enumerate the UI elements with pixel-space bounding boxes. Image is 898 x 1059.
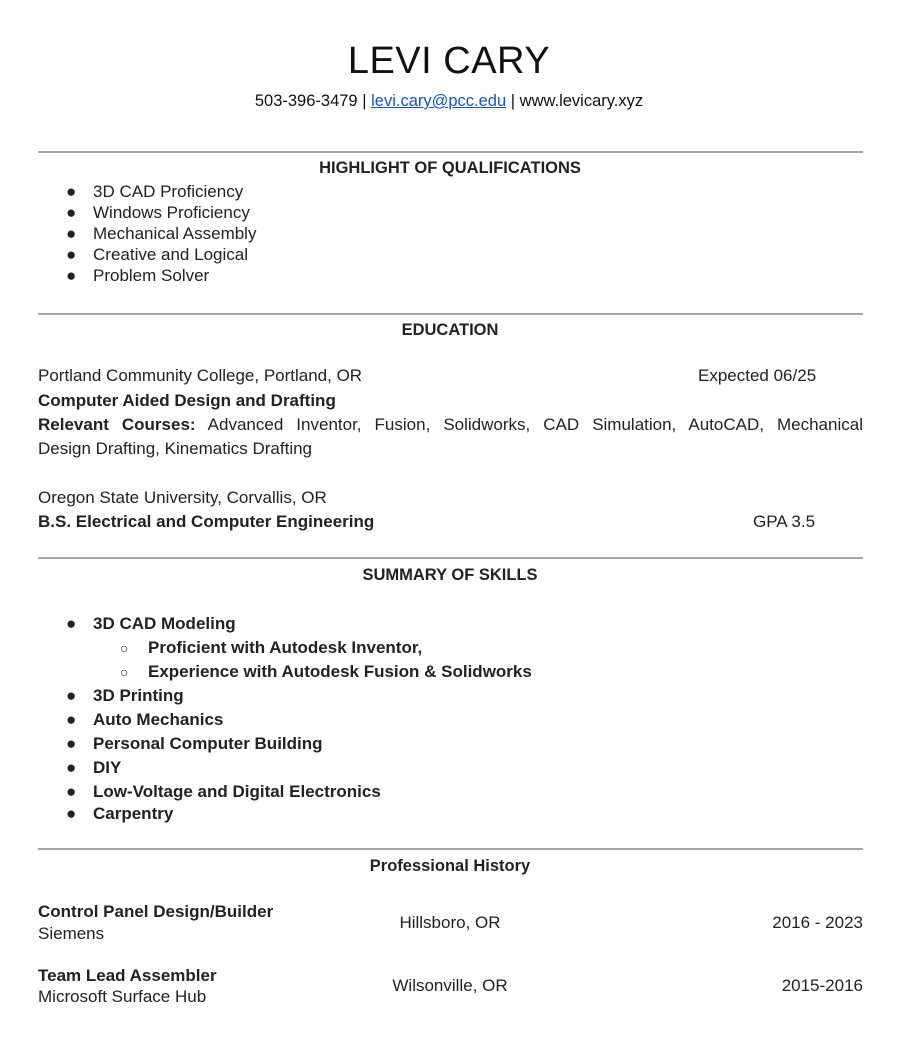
section-divider (38, 151, 863, 153)
phone-number: 503-396-3479 (254, 92, 358, 110)
qualifications-list (38, 181, 256, 286)
skill-item (38, 684, 532, 708)
job-company: Microsoft Surface Hub (38, 987, 207, 1006)
separator: | (362, 92, 367, 110)
section-divider (38, 557, 863, 559)
skill-label: Low-Voltage and Digital Electronics (93, 782, 381, 801)
skill-item (38, 708, 532, 732)
list-item-label: 3D CAD Proficiency (93, 182, 244, 201)
bullet-icon: ● (66, 734, 77, 753)
list-item-label: Windows Proficiency (93, 203, 250, 222)
separator: | (510, 92, 516, 110)
skill-item (38, 612, 532, 636)
school-osu: Oregon State University, Corvallis, OR (38, 488, 327, 507)
skill-subitem (38, 636, 532, 660)
skill-label: Carpentry (93, 804, 174, 823)
bullet-icon: ● (66, 614, 77, 633)
gpa: GPA 3.5 (753, 512, 816, 531)
school-pcc: Portland Community College, Portland, OR (38, 366, 363, 385)
bullet-icon: ● (66, 804, 77, 823)
skills-heading: SUMMARY OF SKILLS (362, 566, 538, 584)
list-item (38, 244, 256, 265)
bullet-icon: ● (66, 758, 77, 777)
skill-label: Personal Computer Building (93, 734, 323, 753)
list-item (38, 181, 256, 202)
skill-sub-label: Experience with Autodesk Fusion & Solidworks (148, 662, 532, 681)
skill-item (38, 780, 532, 804)
job-title: Control Panel Design/Builder (38, 902, 274, 921)
skill-item (38, 804, 532, 824)
job-company: Siemens (38, 924, 105, 943)
skill-subitem (38, 660, 532, 684)
skill-sub-label: Proficient with Autodesk Inventor, (148, 638, 423, 657)
courses-label: Relevant Courses: (38, 415, 196, 434)
website-text: www.levicary.xyz (519, 92, 644, 110)
pcc-program: Computer Aided Design and Drafting (38, 391, 336, 410)
education-heading: EDUCATION (401, 321, 499, 339)
section-divider (38, 313, 863, 315)
bullet-icon: ● (66, 203, 77, 222)
bullet-icon: ● (66, 266, 77, 285)
skills-list (38, 612, 532, 824)
bullet-icon: ● (66, 710, 77, 729)
skill-item (38, 756, 532, 780)
list-item-label: Creative and Logical (93, 245, 248, 264)
bullet-icon: ● (66, 782, 77, 801)
bullet-icon: ● (66, 182, 77, 201)
applicant-name: LEVI CARY (347, 40, 551, 82)
section-divider (38, 848, 863, 850)
relevant-courses-line (38, 415, 863, 435)
email-link[interactable]: levi.cary@pcc.edu (371, 92, 507, 110)
list-item (38, 265, 256, 286)
hollow-bullet-icon: ○ (120, 640, 129, 656)
skill-label: 3D CAD Modeling (93, 614, 236, 633)
job-dates: 2016 - 2023 (772, 913, 863, 932)
pcc-date: Expected 06/25 (698, 366, 817, 385)
skill-item (38, 732, 532, 756)
qualifications-heading: HIGHLIGHT OF QUALIFICATIONS (319, 159, 581, 177)
skill-label: 3D Printing (93, 686, 184, 705)
history-heading: Professional History (369, 857, 531, 875)
job-dates: 2015-2016 (781, 976, 863, 995)
osu-program: B.S. Electrical and Computer Engineering (38, 512, 375, 531)
skill-label: Auto Mechanics (93, 710, 224, 729)
bullet-icon: ● (66, 686, 77, 705)
contact-line (0, 92, 898, 111)
list-item-label: Problem Solver (93, 266, 210, 285)
hollow-bullet-icon: ○ (120, 664, 129, 680)
skill-label: DIY (93, 758, 122, 777)
list-item-label: Mechanical Assembly (93, 224, 257, 243)
bullet-icon: ● (66, 245, 77, 264)
courses-list-continued: Design Drafting, Kinematics Drafting (38, 439, 313, 458)
job-location: Wilsonville, OR (392, 976, 508, 995)
job-location: Hillsboro, OR (399, 913, 501, 932)
courses-list: Advanced Inventor, Fusion, Solidworks, CAD Simulation, AutoCAD, Mechanical (207, 415, 863, 434)
bullet-icon: ● (66, 224, 77, 243)
job-title: Team Lead Assembler (38, 966, 217, 985)
list-item (38, 202, 256, 223)
list-item (38, 223, 256, 244)
